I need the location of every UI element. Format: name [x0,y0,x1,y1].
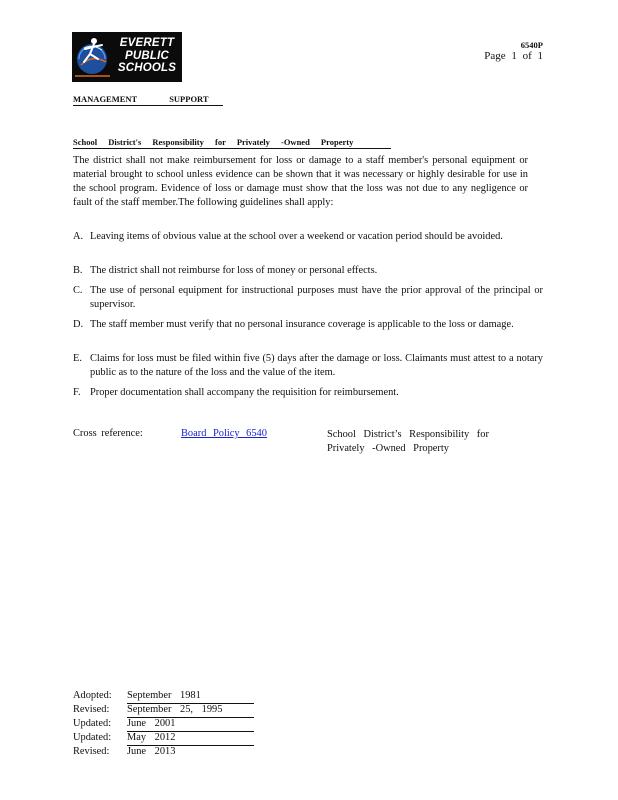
list-text: Leaving items of obvious value at the school over a weekend or vacation period should be avoided. [90,231,503,242]
section-header: MANAGEMENT SUPPORT [73,94,223,106]
list-item [73,264,543,278]
history-date: September 1981 [127,690,254,704]
history-row [73,746,254,760]
list-item [73,352,543,379]
document-title: School District's Responsibility for Privately -Owned Property [73,137,391,149]
policy-code: 6540P [520,40,543,50]
list-text: The staff member must verify that no personal insurance coverage is applicable to the loss or damage. [90,319,514,330]
history-date: June 2001 [127,718,254,732]
list-letter: A. [73,231,84,242]
list-text: Claims for loss must be filed within five (5) days after the damage or loss. Claimants must attest to a notary public as to the nature of the loss and the value of the item. [90,353,543,378]
list-item [73,318,543,332]
history-row [73,718,254,732]
history-date: May 2012 [127,732,254,746]
history-label: Updated: [73,718,112,729]
logo-line: SCHOOLS [117,62,177,74]
district-logo [72,32,182,82]
history-date: September 25, 1995 [127,704,254,718]
intro-paragraph: The district shall not make reimbursement for loss or damage to a staff member's personal equipment or material brought to school unless evidence can be shown that it was necessary or highly desirable for use in the school program. Evidence of loss or damage must show that the loss was not due to any negligence or fault of the staff member.The following guidelines shall apply: [73,155,528,208]
logo-line: PUBLIC [124,49,169,62]
list-text: The use of personal equipment for instructional purposes must have the prior approval of the principal or supervisor. [90,285,543,310]
list-item [73,386,543,400]
list-item [73,284,543,311]
list-letter: B. [73,265,83,276]
list-text: The district shall not reimburse for loss of money or personal effects. [90,265,378,276]
history-label: Revised: [73,704,110,715]
logo-line: EVERETT [119,37,175,49]
history-row [73,690,254,704]
page-indicator: Page 1 of 1 [484,50,543,62]
history-row [73,732,254,746]
list-item [73,230,543,244]
history-date: June 2013 [127,746,176,757]
list-text: Proper documentation shall accompany the requisition for reimbursement. [90,387,399,398]
list-letter: C. [73,285,83,296]
history-row [73,704,254,718]
list-letter: F. [73,387,81,398]
cross-reference-label: Cross reference: [73,428,143,439]
board-policy-link[interactable]: Board Policy 6540 [181,428,267,439]
history-label: Adopted: [73,690,112,701]
history-label: Revised: [73,746,110,757]
list-letter: E. [73,353,82,364]
globe-runner-icon [72,32,114,82]
history-label: Updated: [73,732,112,743]
logo-wordmark [112,37,182,75]
cross-reference-title: School District’s Responsibility for Privately -Owned Property [327,429,489,454]
list-letter: D. [73,319,84,330]
